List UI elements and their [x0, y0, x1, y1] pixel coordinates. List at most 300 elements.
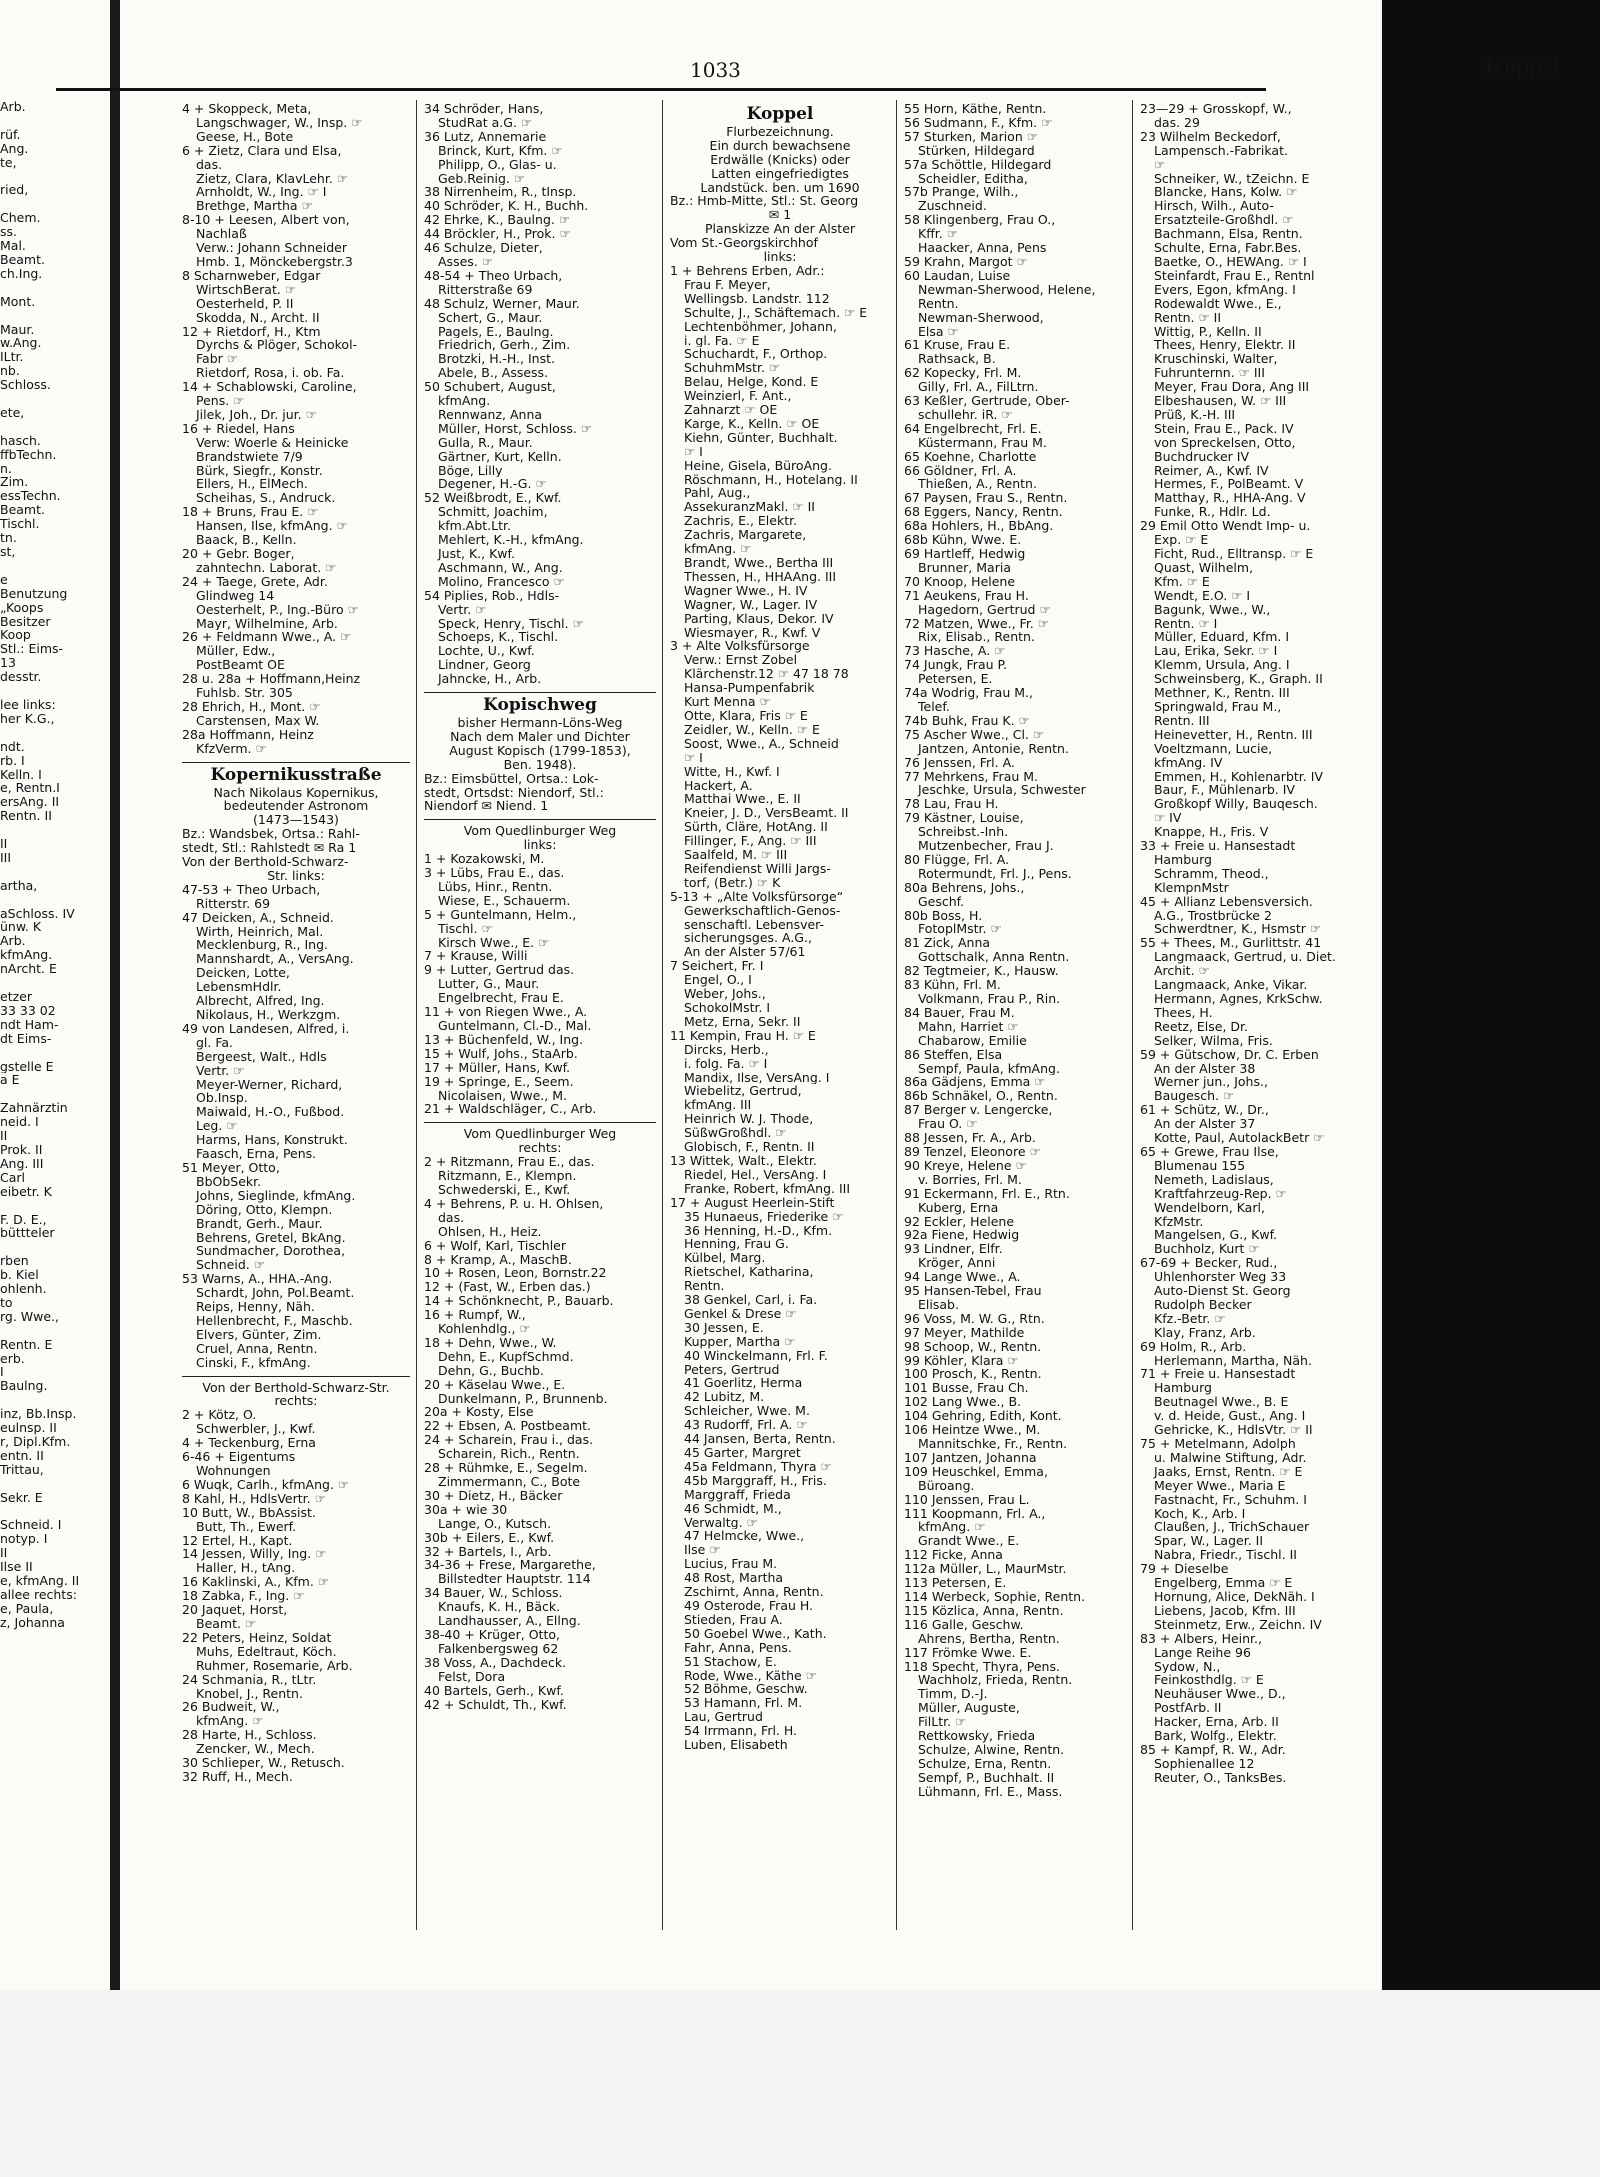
directory-entry: 20a + Kosty, Else	[424, 1405, 534, 1420]
directory-entry: 38 Nirrenheim, R., tInsp.	[424, 185, 577, 200]
directory-entry: Mutzenbecher, Frau J.	[918, 839, 1054, 853]
directory-entry: Buchholz, Kurt ☞	[1154, 1242, 1260, 1257]
street-heading: Kopischweg	[483, 695, 597, 716]
directory-entry: Schwederski, E., Kwf.	[438, 1182, 571, 1197]
directory-entry: 90 Kreye, Helene ☞	[904, 1158, 1027, 1173]
directory-entry: Heine, Gisela, BüroAng.	[684, 458, 832, 473]
directory-entry: Bagunk, Wwe., W.,	[1154, 602, 1271, 617]
fragment-line: dt Eims-	[0, 1031, 52, 1046]
directory-entry: 44 Jansen, Berta, Rentn.	[684, 1432, 836, 1446]
directory-entry: Elvers, Günter, Zim.	[196, 1327, 322, 1342]
directory-entry: Kfm. ☞ E	[1154, 574, 1210, 589]
directory-entry: Klemm, Ursula, Ang. I	[1154, 658, 1290, 673]
fragment-line	[0, 1199, 110, 1213]
directory-entry: 113 Petersen, E.	[904, 1576, 1007, 1590]
directory-entry: Buchdrucker IV	[1154, 449, 1249, 464]
directory-entry: 14 + Schönknecht, P., Bauarb.	[424, 1294, 614, 1309]
directory-entry: senschaftl. Lebensver-	[684, 917, 825, 932]
directory-entry: 40 Winckelmann, Frl. F.	[684, 1348, 828, 1363]
fragment-line: II	[0, 1546, 8, 1561]
directory-entry: Ohlsen, H., Heiz.	[438, 1224, 542, 1239]
directory-entry: Chabarow, Emilie	[918, 1033, 1027, 1048]
directory-entry: Brunner, Maria	[918, 560, 1011, 575]
directory-entry: 117 Frömke Wwe. E.	[904, 1645, 1032, 1660]
directory-entry: Zschirnt, Anna, Rentn.	[684, 1585, 824, 1599]
directory-entry: Brandt, Gerh., Maur.	[196, 1216, 323, 1231]
fragment-line: Rentn. E	[0, 1337, 53, 1352]
page-number: 1033	[690, 58, 741, 82]
street-note: rechts:	[518, 1141, 562, 1156]
directory-entry: 3 + Lübs, Frau E., das.	[424, 866, 565, 880]
directory-entry: SüßwGroßhdl. ☞	[684, 1126, 787, 1141]
directory-entry: Jaaks, Ernst, Rentn. ☞ E	[1154, 1464, 1303, 1479]
directory-entry: 93 Lindner, Elfr.	[904, 1242, 1003, 1257]
fragment-line: Carl	[0, 1170, 25, 1185]
directory-entry: Hagedorn, Gertrud ☞	[918, 602, 1051, 617]
directory-entry: Dyrchs & Plöger, Schokol-	[196, 338, 358, 353]
directory-entry: Thees, Henry, Elektr. II	[1154, 338, 1296, 353]
directory-entry: Wittig, P., Kelln. II	[1154, 324, 1262, 339]
directory-entry: Belau, Helge, Kond. E	[684, 375, 819, 390]
directory-entry: PostBeamt OE	[196, 658, 285, 673]
fragment-line: tn.	[0, 531, 17, 545]
directory-entry: 97 Meyer, Mathilde	[904, 1325, 1025, 1340]
directory-entry: 106 Heintze Wwe., M.	[904, 1423, 1041, 1437]
fragment-line: Arb.	[0, 100, 26, 114]
directory-entry: Kiehn, Günter, Buchhalt.	[684, 430, 838, 445]
directory-entry: Dehn, G., Buchb.	[438, 1363, 544, 1378]
directory-entry: 8 Scharnweber, Edgar	[182, 268, 321, 283]
directory-entry: kfmAng. ☞	[684, 542, 752, 556]
directory-entry: Matthay, R., HHA-Ang. V	[1154, 491, 1306, 506]
directory-entry: 45 + Allianz Lebensversich.	[1140, 894, 1313, 909]
directory-entry: 8 + Kramp, A., MaschB.	[424, 1252, 572, 1267]
scan-border	[1382, 0, 1600, 1990]
directory-entry: 109 Heuschkel, Emma,	[904, 1464, 1048, 1479]
directory-entry: 79 + Dieselbe	[1140, 1562, 1229, 1577]
directory-entry: Fillinger, F., Ang. ☞ III	[684, 834, 817, 849]
directory-entry: Fabr ☞	[196, 352, 238, 367]
directory-entry: 4 + Behrens, P. u. H. Ohlsen,	[424, 1196, 604, 1211]
directory-entry: 96 Voss, M. W. G., Rtn.	[904, 1311, 1045, 1326]
directory-entry: KfzMstr.	[1154, 1214, 1204, 1229]
directory-entry: Asses. ☞	[438, 254, 493, 269]
directory-entry: 74b Buhk, Frau K. ☞	[904, 713, 1030, 728]
directory-entry: 78 Lau, Frau H.	[904, 797, 999, 812]
directory-entry: 10 + Rosen, Leon, Bornstr.22	[424, 1266, 607, 1281]
directory-entry: Uhlenhorster Weg 33	[1154, 1270, 1287, 1285]
directory-entry: Thießen, A., Rentn.	[918, 477, 1037, 492]
directory-entry: 1 + Behrens Erben, Adr.:	[670, 263, 825, 278]
directory-entry: Sophienallee 12	[1154, 1756, 1255, 1771]
directory-entry: 104 Gehring, Edith, Kont.	[904, 1409, 1062, 1424]
directory-entry: An der Alster 37	[1154, 1117, 1256, 1132]
directory-entry: ☞ I	[684, 750, 703, 765]
directory-entry: Von der Berthold-Schwarz-	[182, 855, 349, 869]
fragment-line	[0, 1324, 110, 1338]
fragment-line: ete,	[0, 405, 25, 420]
directory-entry: Methner, K., Rentn. III	[1154, 686, 1290, 700]
directory-entry: Funke, R., Hdlr. Ld.	[1154, 505, 1271, 520]
directory-entry: Witte, H., Kwf. I	[684, 764, 780, 779]
directory-entry: Niendorf ✉ Niend. 1	[424, 799, 549, 814]
directory-entry: von Spreckelsen, Otto,	[1154, 435, 1296, 450]
fragment-line: e	[0, 572, 8, 587]
directory-entry: Brinck, Kurt, Kfm. ☞	[438, 143, 563, 158]
fragment-line: desstr.	[0, 670, 42, 685]
fragment-line: ILtr.	[0, 350, 24, 365]
directory-entry: 2 + Ritzmann, Frau E., das.	[424, 1155, 595, 1170]
directory-entry: 50 Goebel Wwe., Kath.	[684, 1626, 827, 1641]
directory-entry: Werner jun., Johs.,	[1154, 1075, 1268, 1090]
directory-entry: 87 Berger v. Lengercke,	[904, 1103, 1053, 1118]
directory-entry: Rix, Elisab., Rentn.	[918, 630, 1035, 645]
directory-entry: 107 Jantzen, Johanna	[904, 1450, 1037, 1465]
directory-entry: BbObSekr.	[196, 1174, 262, 1189]
directory-entry: 92a Fiene, Hedwig	[904, 1228, 1020, 1243]
directory-entry: 17 + August Heerlein-Stift	[670, 1195, 835, 1210]
directory-entry: 115 Közlica, Anna, Rentn.	[904, 1603, 1064, 1618]
directory-entry: Lechtenböhmer, Johann,	[684, 319, 837, 334]
fragment-line: ersAng. II	[0, 795, 60, 810]
directory-entry: 42 Ehrke, K., Baulng. ☞	[424, 213, 571, 228]
street-note: bisher Hermann-Löns-Weg	[457, 715, 623, 730]
directory-entry: 64 Engelbrecht, Frl. E.	[904, 421, 1042, 436]
fragment-line: ndt Ham-	[0, 1017, 59, 1032]
directory-entry: 65 Koehne, Charlotte	[904, 449, 1037, 464]
street-note: rechts:	[274, 1394, 318, 1409]
directory-entry: Langschwager, W., Insp. ☞	[196, 115, 363, 130]
directory-entry: Ficht, Rud., Elltransp. ☞ E	[1154, 547, 1314, 561]
fragment-line: Schloss.	[0, 378, 51, 393]
directory-entry: 15 + Wulf, Johs., StaArb.	[424, 1046, 578, 1061]
directory-entry: 20 + Käselau Wwe., E.	[424, 1377, 566, 1392]
directory-entry: Parting, Klaus, Dekor. IV	[684, 611, 834, 626]
directory-entry: 30b + Eilers, E., Kwf.	[424, 1530, 555, 1545]
directory-entry: Nikolaus, H., Werkzgm.	[196, 1008, 341, 1022]
directory-entry: Frau O. ☞	[918, 1117, 978, 1132]
directory-entry: 89 Tenzel, Eleonore ☞	[904, 1144, 1041, 1159]
directory-entry: 34-36 + Frese, Margarethe,	[424, 1558, 596, 1573]
directory-entry: Marggraff, Frieda	[684, 1487, 791, 1502]
street-note: ✉ 1	[768, 208, 792, 223]
fragment-line: Baulng.	[0, 1379, 48, 1394]
fragment-line: 13	[0, 656, 16, 671]
directory-entry: Glindweg 14	[196, 588, 275, 603]
directory-entry: Weber, Johs.,	[684, 987, 766, 1001]
directory-entry: 111 Koopmann, Frl. A.,	[904, 1506, 1046, 1521]
directory-entry: 20 + Gebr. Boger,	[182, 547, 295, 561]
directory-entry: 50 Schubert, August,	[424, 380, 556, 395]
directory-entry: Voeltzmann, Lucie,	[1154, 741, 1273, 756]
directory-entry: Herlemann, Martha, Näh.	[1154, 1353, 1312, 1368]
directory-entry: 36 Henning, H.-D., Kfm.	[684, 1223, 833, 1238]
directory-entry: 30 Jessen, E.	[684, 1320, 764, 1335]
directory-entry: Mahn, Harriet ☞	[918, 1019, 1019, 1034]
directory-entry: 116 Galle, Geschw.	[904, 1617, 1024, 1632]
directory-entry: 49 von Landesen, Alfred, i.	[182, 1021, 350, 1036]
fragment-line: e, Rentn.I	[0, 781, 60, 796]
directory-entry: 68b Kühn, Wwe. E.	[904, 533, 1022, 547]
directory-entry: 6 Wuqk, Carlh., kfmAng. ☞	[182, 1477, 350, 1492]
directory-entry: 26 Budweit, W.,	[182, 1700, 280, 1715]
directory-entry: Aschmann, W., Ang.	[438, 560, 563, 575]
directory-entry: Degener, H.-G. ☞	[438, 477, 547, 492]
directory-entry: 48 Rost, Martha	[684, 1571, 784, 1586]
directory-entry: 110 Jenssen, Frau L.	[904, 1492, 1030, 1507]
directory-entry: 23—29 + Grosskopf, W.,	[1140, 102, 1292, 116]
directory-entry: 7 + Krause, Willi	[424, 949, 528, 964]
directory-entry: Auto-Dienst St. Georg	[1154, 1284, 1291, 1298]
directory-entry: Petersen, E.	[918, 672, 993, 687]
directory-entry: Metz, Erna, Sekr. II	[684, 1014, 801, 1029]
directory-entry: Knaufs, K. H., Bäck.	[438, 1600, 561, 1615]
fragment-line: eibetr. K	[0, 1184, 52, 1199]
street-note: August Kopisch (1799-1853),	[449, 743, 631, 758]
directory-entry: Soost, Wwe., A., Schneid	[684, 736, 839, 751]
directory-entry: Wirth, Heinrich, Mal.	[196, 924, 324, 939]
fragment-line: Schneid. I	[0, 1518, 62, 1533]
fragment-line	[0, 197, 110, 211]
directory-entry: Hmb. 1, Mönckebergstr.3	[196, 254, 353, 269]
directory-entry: 49 Osterode, Frau H.	[684, 1598, 814, 1613]
directory-entry: 26 + Feldmann Wwe., A. ☞	[182, 630, 352, 645]
directory-entry: Falkenbergsweg 62	[438, 1641, 559, 1656]
directory-entry: 32 Ruff, H., Mech.	[182, 1769, 293, 1784]
directory-entry: Kffr. ☞	[918, 227, 958, 242]
directory-entry: v. Borries, Frl. M.	[918, 1172, 1022, 1187]
directory-entry: Rentn.	[918, 296, 959, 311]
directory-entry: Rodewaldt Wwe., E.,	[1154, 296, 1282, 311]
section-rule	[182, 1376, 410, 1377]
directory-entry: 91 Eckermann, Frl. E., Rtn.	[904, 1186, 1070, 1201]
directory-entry: Hansen, Ilse, kfmAng. ☞	[196, 519, 348, 534]
directory-entry: Otte, Klara, Fris ☞ E	[684, 708, 808, 723]
directory-entry: Bürk, Siegfr., Konstr.	[196, 463, 323, 478]
directory-entry: 43 Rudorff, Frl. A. ☞	[684, 1418, 808, 1433]
directory-entry: ☞ IV	[1154, 811, 1182, 826]
directory-entry: Wagner, W., Lager. IV	[684, 597, 818, 612]
directory-entry: Ruhmer, Rosemarie, Arb.	[196, 1658, 353, 1673]
directory-entry: 10 Butt, W., BbAssist.	[182, 1505, 316, 1520]
directory-entry: Johns, Sieglinde, kfmAng.	[196, 1188, 356, 1203]
directory-entry: 112 Ficke, Anna	[904, 1548, 1003, 1563]
directory-entry: 12 + (Fast, W., Erben das.)	[424, 1280, 591, 1295]
directory-entry: Zietz, Clara, KlavLehr. ☞	[196, 171, 348, 186]
directory-entry: 24 + Scharein, Frau i., das.	[424, 1433, 594, 1448]
directory-entry: Reuter, O., TanksBes.	[1154, 1770, 1287, 1785]
directory-entry: AssekuranzMakl. ☞ II	[684, 500, 815, 515]
fragment-line: II	[0, 1129, 8, 1143]
directory-entry: Lindner, Georg	[438, 658, 531, 673]
directory-entry: das.	[438, 1210, 465, 1225]
directory-entry: Rode, Wwe., Käthe ☞	[684, 1668, 817, 1683]
directory-entry: Sempf, Paula, kfmAng.	[918, 1061, 1060, 1076]
fragment-line: ch.Ing.	[0, 266, 43, 281]
fragment-line: Ang. III	[0, 1156, 44, 1171]
directory-entry: Landhausser, A., Ellng.	[438, 1614, 581, 1628]
directory-entry: Cinski, F., kfmAng.	[196, 1355, 311, 1370]
column-divider	[662, 100, 663, 1930]
fragment-line: Ang.	[0, 141, 29, 156]
directory-entry: Engel, O., I	[684, 973, 752, 988]
fragment-line: n.	[0, 461, 12, 476]
fragment-line: Sekr. E	[0, 1490, 43, 1505]
directory-entry: 7 Seichert, Fr. I	[670, 959, 764, 974]
scan-margin	[0, 1990, 1600, 2177]
directory-entry: Verw.: Ernst Zobel	[684, 653, 798, 668]
fragment-line: a E	[0, 1073, 20, 1088]
directory-entry: Sempf, P., Buchhalt. II	[918, 1770, 1055, 1785]
directory-entry: Wachholz, Frieda, Rentn.	[918, 1673, 1073, 1688]
directory-entry: Hamburg	[1154, 1381, 1212, 1396]
directory-entry: 18 Zabka, F., Ing. ☞	[182, 1589, 305, 1604]
directory-entry: Brandstwiete 7/9	[196, 449, 303, 464]
directory-entry: Kurt Menna ☞	[684, 695, 771, 709]
directory-entry: Lange, O., Kutsch.	[438, 1516, 552, 1531]
directory-entry: 51 Meyer, Otto,	[182, 1160, 280, 1175]
directory-entry: Jahncke, H., Arb.	[438, 672, 542, 687]
directory-entry: 6 + Zietz, Clara und Elsa,	[182, 143, 342, 158]
directory-entry: Müller, Horst, Schloss. ☞	[438, 421, 593, 436]
directory-entry: Exp. ☞ E	[1154, 533, 1209, 547]
directory-entry: Pagels, E., Baulng.	[438, 324, 554, 339]
directory-entry: Hellenbrecht, F., Maschb.	[196, 1313, 353, 1328]
directory-entry: Engelbrecht, Frau E.	[438, 991, 564, 1006]
directory-entry: das.	[196, 157, 223, 172]
directory-entry: Friedrich, Gerh., Zim.	[438, 338, 571, 353]
directory-entry: Mandix, Ilse, VersAng. I	[684, 1070, 830, 1085]
directory-entry: Rentn. ☞ II	[1154, 310, 1222, 325]
directory-entry: Blumenau 155	[1154, 1158, 1246, 1173]
fragment-line	[0, 1046, 110, 1060]
fragment-line: essTechn.	[0, 489, 61, 504]
directory-entry: Tischl. ☞	[438, 921, 493, 936]
directory-entry: KfzVerm. ☞	[196, 741, 267, 756]
directory-entry: Büroang.	[918, 1478, 975, 1493]
directory-entry: FotoplMstr. ☞	[918, 922, 1002, 937]
directory-entry: Mannitschke, Fr., Rentn.	[918, 1437, 1068, 1451]
directory-entry: 67 Paysen, Frau S., Rentn.	[904, 491, 1068, 506]
fragment-line: Koop	[0, 628, 31, 643]
directory-entry: Rathsack, B.	[918, 352, 996, 367]
directory-entry: 53 Warns, A., HHA.-Ang.	[182, 1272, 333, 1287]
directory-entry: Haller, H., tAng.	[196, 1561, 296, 1576]
directory-entry: Matthai Wwe., E. II	[684, 792, 801, 807]
directory-entry: zahntechn. Laborat. ☞	[196, 560, 337, 575]
directory-entry: 51 Stachow, E.	[684, 1654, 777, 1669]
directory-entry: 86b Schnäkel, O., Rentn.	[904, 1089, 1058, 1104]
directory-entry: Hackert, A.	[684, 778, 753, 793]
directory-entry: Felst, Dora	[438, 1669, 506, 1684]
directory-entry: 94 Lange Wwe., A.	[904, 1270, 1021, 1285]
column-divider	[896, 100, 897, 1930]
fragment-line: rben	[0, 1254, 29, 1269]
column-1	[182, 102, 410, 1784]
section-rule	[424, 1122, 656, 1123]
directory-entry: 6 + Wolf, Karl, Tischler	[424, 1238, 566, 1253]
header-rule	[56, 88, 1266, 91]
directory-entry: Dehn, E., KupfSchmd.	[438, 1349, 574, 1364]
directory-entry: Newman-Sherwood, Helene,	[918, 282, 1096, 297]
directory-entry: Abele, B., Assess.	[438, 366, 549, 381]
directory-entry: Meyer Wwe., Maria E	[1154, 1478, 1286, 1493]
directory-entry: torf, (Betr.) ☞ K	[684, 875, 781, 890]
directory-entry: Kröger, Anni	[918, 1256, 996, 1271]
directory-entry: Dunkelmann, P., Brunnenb.	[438, 1391, 608, 1406]
directory-entry: Fahr, Anna, Pens.	[684, 1640, 792, 1655]
fragment-line: st,	[0, 545, 16, 559]
previous-page-text	[0, 100, 110, 1630]
directory-entry: Wiesmayer, R., Kwf. V	[684, 625, 821, 640]
directory-entry: Ersatzteile-Großhdl. ☞	[1154, 213, 1294, 228]
street-note: Ben. 1948).	[503, 757, 577, 772]
directory-entry: Zachris, Margarete,	[684, 528, 807, 543]
directory-entry: Sydow, N.,	[1154, 1659, 1221, 1674]
directory-entry: Oesterhelt, P., Ing.-Büro ☞	[196, 602, 359, 617]
directory-entry: Fastnacht, Fr., Schuhm. I	[1154, 1492, 1307, 1507]
directory-entry: Mehlert, K.-H., kfmAng.	[438, 533, 584, 547]
fragment-line: ohlenh.	[0, 1282, 47, 1296]
fragment-line	[0, 392, 110, 406]
directory-entry: 47 Deicken, A., Schneid.	[182, 910, 334, 925]
fragment-line	[0, 1393, 110, 1407]
directory-entry: Riedel, Hel., VersAng. I	[684, 1167, 827, 1182]
directory-entry: 42 Lubitz, M.	[684, 1390, 765, 1405]
fragment-line	[0, 309, 110, 323]
fragment-line	[0, 976, 110, 990]
directory-entry: Gewerkschaftlich-Genos-	[684, 903, 841, 918]
directory-entry: 92 Eckler, Helene	[904, 1214, 1015, 1229]
directory-entry: 75 + Metelmann, Adolph	[1140, 1437, 1296, 1451]
directory-entry: Meyer-Werner, Richard,	[196, 1077, 343, 1092]
directory-entry: Steinmetz, Erw., Zeichn. IV	[1154, 1617, 1322, 1632]
column-2	[424, 102, 656, 1711]
street-note: (1473—1543)	[253, 813, 339, 828]
directory-entry: Nemeth, Ladislaus,	[1154, 1172, 1274, 1187]
fragment-line: ünw. K	[0, 920, 42, 935]
directory-entry: ☞ I	[684, 444, 703, 459]
directory-entry: 99 Köhler, Klara ☞	[904, 1353, 1019, 1368]
directory-entry: Zachris, E., Elektr.	[684, 514, 798, 529]
fragment-line	[0, 726, 110, 740]
directory-entry: 88 Jessen, Fr. A., Arb.	[904, 1131, 1036, 1145]
directory-entry: Schneid. ☞	[196, 1258, 265, 1273]
directory-entry: das. 29	[1154, 115, 1200, 130]
directory-entry: An der Alster 57/61	[684, 945, 806, 960]
directory-entry: 61 Kruse, Frau E.	[904, 338, 1011, 353]
directory-entry: 29 Emil Otto Wendt Imp- u.	[1140, 519, 1311, 534]
directory-entry: Schramm, Theod.,	[1154, 866, 1269, 881]
directory-entry: Ellers, H., ElMech.	[196, 477, 308, 492]
directory-entry: Schoeps, K., Tischl.	[438, 630, 559, 645]
directory-entry: 45a Feldmann, Thyra ☞	[684, 1459, 832, 1474]
directory-entry: 34 Schröder, Hans,	[424, 102, 544, 116]
directory-entry: Schert, G., Maur.	[438, 310, 543, 325]
directory-entry: Mecklenburg, R., Ing.	[196, 938, 329, 953]
directory-entry: Kirsch Wwe., E. ☞	[438, 935, 550, 950]
directory-entry: Muhs, Edeltraut, Köch.	[196, 1644, 337, 1659]
directory-entry: Baetke, O., HEWAng. ☞ I	[1154, 254, 1307, 269]
directory-entry: Ahrens, Bertha, Rentn.	[918, 1631, 1060, 1646]
directory-entry: Rietschel, Katharina,	[684, 1265, 814, 1280]
directory-entry: Steinfardt, Frau E., Rentnl	[1154, 268, 1315, 283]
directory-entry: Geb.Reinig. ☞	[438, 171, 526, 186]
directory-entry: 16 + Rumpf, W.,	[424, 1308, 526, 1323]
directory-entry: Bachmann, Elsa, Rentn.	[1154, 227, 1303, 242]
street-note: Von der Berthold-Schwarz-Str.	[202, 1380, 390, 1395]
directory-entry: Guntelmann, Cl.-D., Mal.	[438, 1019, 592, 1033]
